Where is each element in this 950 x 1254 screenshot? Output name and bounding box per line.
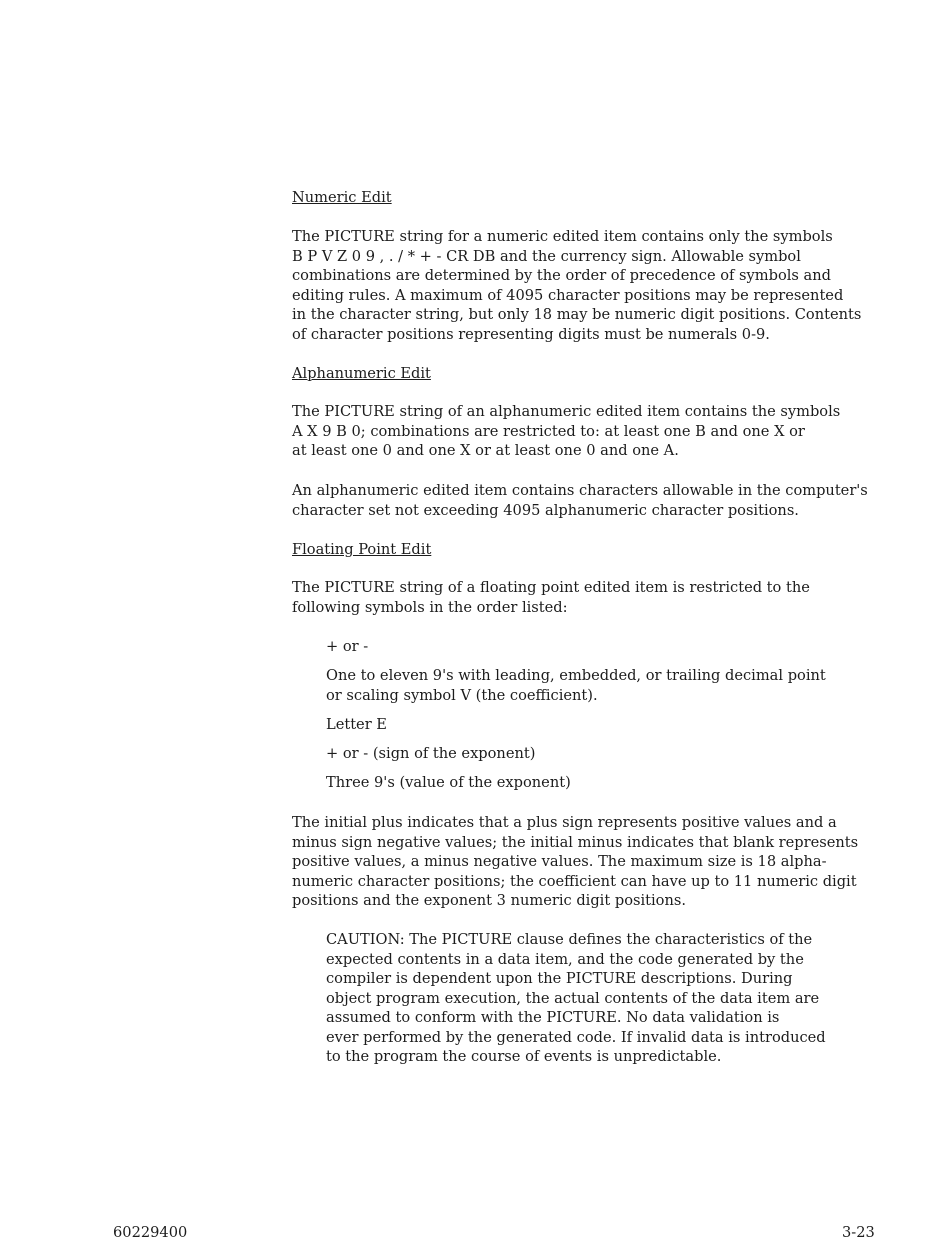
floating-point-intro <box>292 578 892 617</box>
caution-note <box>326 930 886 1067</box>
text-line: at least one 0 and one X or at least one 0 and one A. <box>292 442 679 459</box>
text-line: of character positions representing digits must be numerals 0-9. <box>292 325 770 343</box>
alphanumeric-edit-heading: Alphanumeric Edit <box>292 365 431 382</box>
symbol-list-item-letter-e: Letter E <box>326 716 387 733</box>
text-line: positive values, a minus negative values. The maximum size is 18 alpha- <box>292 853 827 870</box>
text-line: An alphanumeric edited item contains characters allowable in the computer's <box>292 482 868 499</box>
text-line: compiler is dependent upon the PICTURE descriptions. During <box>326 970 793 987</box>
text-line: object program execution, the actual contents of the data item are <box>326 989 820 1007</box>
text-line: assumed to conform with the PICTURE. No data validation is <box>326 1009 780 1026</box>
text-line: in the character string, but only 18 may be numeric digit positions. Contents <box>292 306 862 323</box>
numeric-edit-paragraph <box>292 227 892 344</box>
numeric-edit-heading: Numeric Edit <box>292 189 392 206</box>
symbol-list-item-exponent-value: Three 9's (value of the exponent) <box>326 774 571 791</box>
text-line: The PICTURE string for a numeric edited item contains only the symbols <box>292 228 833 245</box>
symbol-list-item-exponent-sign: + or - (sign of the exponent) <box>326 745 536 762</box>
floating-point-edit-heading: Floating Point Edit <box>292 541 432 558</box>
text-line: following symbols in the order listed: <box>292 598 568 616</box>
text-line: The PICTURE string of a floating point edited item is restricted to the <box>292 579 810 596</box>
symbol-list-item-sign: + or - <box>326 638 369 655</box>
page-number: 3-23 <box>842 1224 875 1241</box>
text-line: One to eleven 9's with leading, embedded, or trailing decimal point <box>326 667 826 684</box>
symbol-list-item-coefficient <box>326 666 886 705</box>
text-line: positions and the exponent 3 numeric digit positions. <box>292 892 686 909</box>
text-line: expected contents in a data item, and the code generated by the <box>326 950 804 968</box>
document-number: 60229400 <box>113 1224 188 1241</box>
alphanumeric-edit-paragraph <box>292 402 892 461</box>
text-line: editing rules. A maximum of 4095 character positions may be represented <box>292 286 844 304</box>
text-line: The initial plus indicates that a plus sign represents positive values and a <box>292 814 837 831</box>
text-line: B P V Z 0 9 , . / * + - CR DB and the currency sign. Allowable symbol <box>292 247 801 265</box>
text-line: combinations are determined by the order of precedence of symbols and <box>292 267 831 284</box>
alphanumeric-edit-paragraph-2 <box>292 481 892 520</box>
text-line: or scaling symbol V (the coefficient). <box>326 686 598 704</box>
text-line: The PICTURE string of an alphanumeric edited item contains the symbols <box>292 403 841 420</box>
text-line: A X 9 B 0; combinations are restricted to: at least one B and one X or <box>292 422 805 440</box>
text-line: character set not exceeding 4095 alphanumeric character positions. <box>292 501 799 519</box>
floating-point-explanation <box>292 813 892 911</box>
text-line: ever performed by the generated code. If invalid data is introduced <box>326 1028 826 1046</box>
text-line: numeric character positions; the coefficient can have up to 11 numeric digit <box>292 872 857 890</box>
text-line: CAUTION: The PICTURE clause defines the characteristics of the <box>326 931 813 948</box>
text-line: to the program the course of events is unpredictable. <box>326 1048 722 1065</box>
text-line: minus sign negative values; the initial minus indicates that blank represents <box>292 833 859 851</box>
